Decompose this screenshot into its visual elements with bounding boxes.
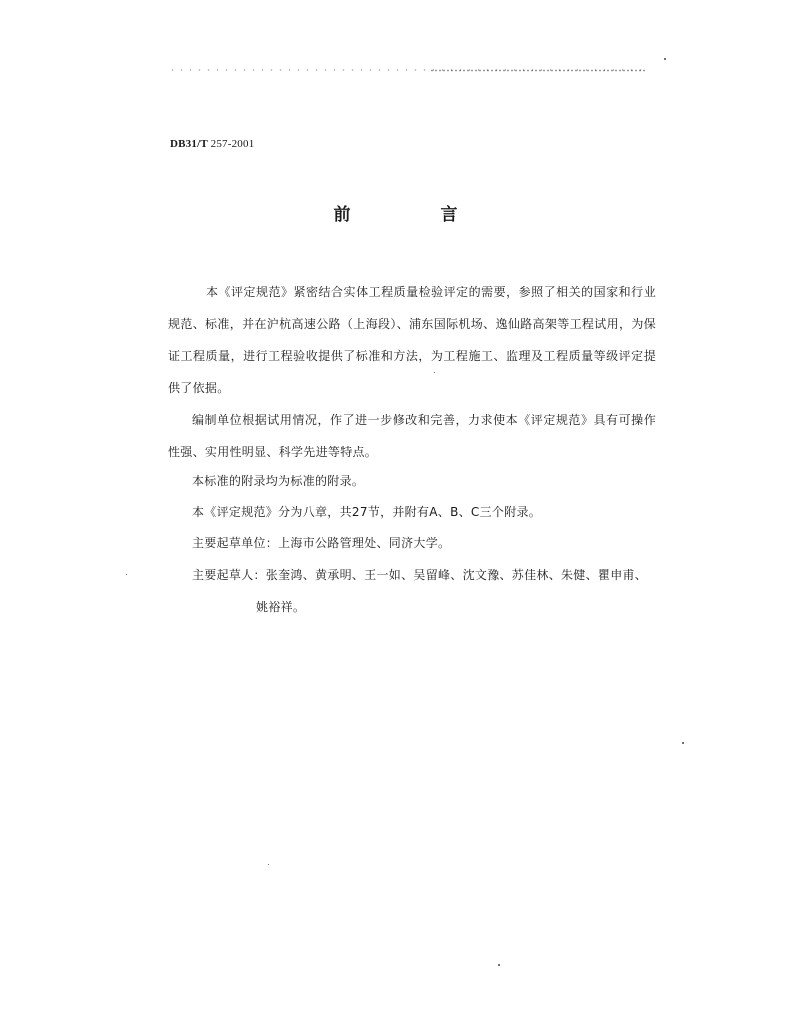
page-title xyxy=(0,200,791,225)
paragraph-1: 本《评定规范》紧密结合实体工程质量检验评定的需要，参照了相关的国家和行业规范、标准，并在沪杭高速公路（上海段）、浦东国际机场、逸仙路高架等工程试用，为保证工程质量，进行工程验收提供了标准和方法，为工程施工、监理及工程质量等级评定提供了依据。 xyxy=(168,285,656,395)
scan-speck xyxy=(268,864,269,865)
paragraph-4: 本《评定规范》分为八章，共27节，并附有A、B、C三个附录。 xyxy=(192,505,542,519)
scan-speck xyxy=(434,372,435,373)
title-char-2: 言 xyxy=(440,205,458,225)
paragraph-6: 主要起草人：张奎鸿、黄承明、王一如、吴留峰、沈文豫、苏佳林、朱健、瞿申甫、 xyxy=(192,568,648,582)
paragraph-2: 编制单位根据试用情况，作了进一步修改和完善，力求使本《评定规范》具有可操作性强、实用性明显、科学先进等特点。 xyxy=(168,413,656,459)
scan-speck xyxy=(126,574,127,575)
document-code xyxy=(170,138,254,150)
paragraph-3: 本标准的附录均为标准的附录。 xyxy=(192,474,365,488)
document-code-number: 257-2001 xyxy=(210,138,255,150)
title-char-1: 前 xyxy=(333,205,351,225)
scan-noise-top-dense xyxy=(430,69,645,72)
paragraph-5: 主要起草单位：上海市公路管理处、同济大学。 xyxy=(192,536,451,550)
scan-speck xyxy=(498,964,500,966)
scan-speck xyxy=(664,58,666,60)
paragraph-2-container xyxy=(168,404,656,468)
paragraph-7: 姚裕祥。 xyxy=(256,600,306,614)
document-code-prefix: DB31/T xyxy=(170,138,208,150)
paragraph-1-container xyxy=(168,276,656,404)
scan-speck xyxy=(682,742,684,744)
